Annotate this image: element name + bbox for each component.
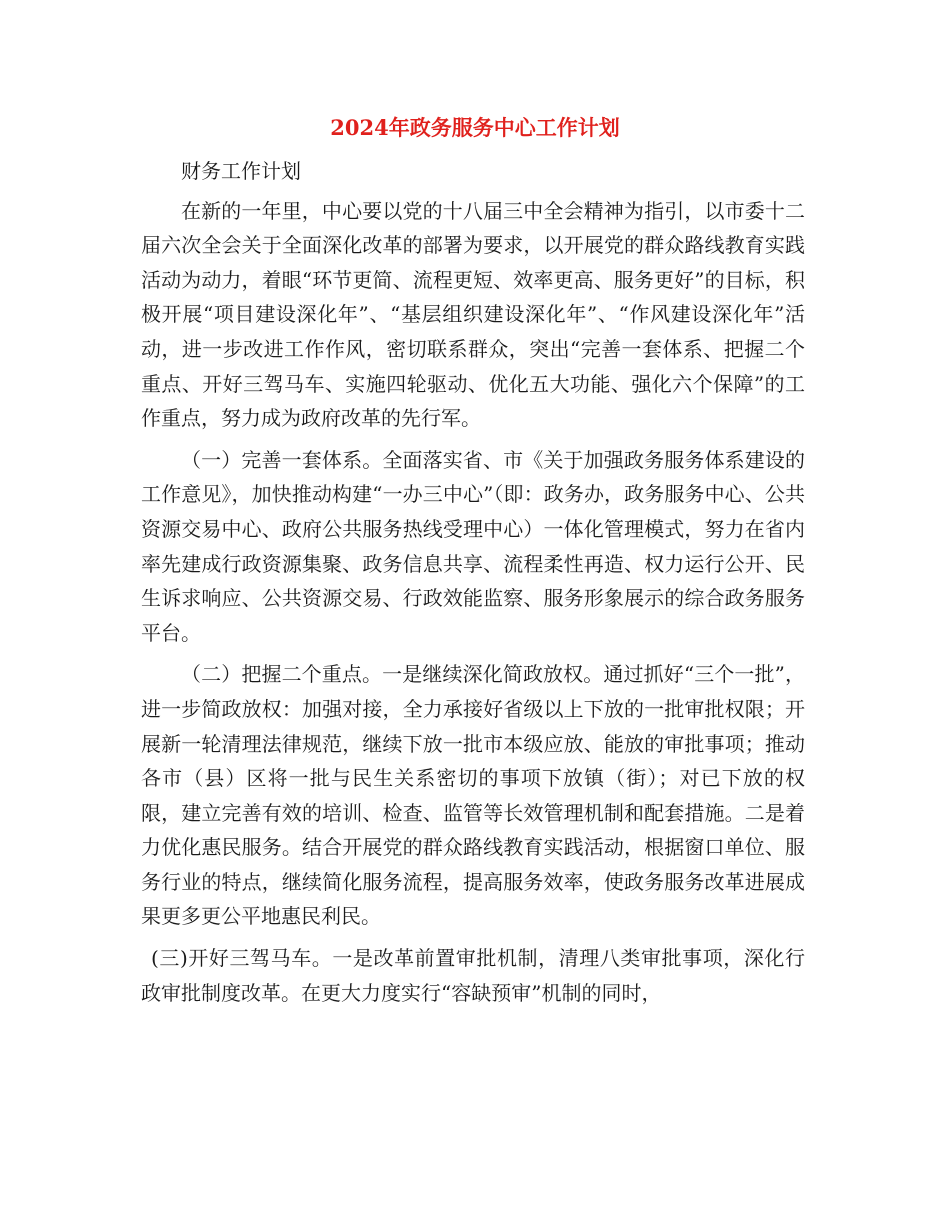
document-body (141, 154, 805, 1010)
paragraph-section-1: （一）完善一套体系。全面落实省、市《关于加强政务服务体系建设的工作意见》，加快推动构建“一办三中心”（即：政务办，政务服务中心、公共资源交易中心、政府公共服务热线受理中心）一体化管理模式，努力在省内率先建成行政资源集聚、政务信息共享、流程柔性再造、权力运行公开、民生诉求响应、公共资源交易、行政效能监察、服务形象展示的综合政务服务平台。 (141, 447, 805, 645)
paragraph-section-3: (三)开好三驾马车。一是改革前置审批机制，清理八类审批事项，深化行政审批制度改革。在更大力度实行“容缺预审”机制的同时， (141, 946, 805, 1005)
paragraph-subtitle: 财务工作计划 (181, 159, 301, 183)
paragraph-intro: 在新的一年里，中心要以党的十八届三中全会精神为指引，以市委十二届六次全会关于全面深化改革的部署为要求，以开展党的群众路线教育实践活动为动力，着眼“环节更简、流程更短、效率更高、服务更好”的目标，积极开展“项目建设深化年”、“基层组织建设深化年”、“作风建设深化年”活动，进一步改进工作作风，密切联系群众，突出“完善一套体系、把握二个重点、开好三驾马车、实施四轮驱动、优化五大功能、强化六个保障”的工作重点，努力成为政府改革的先行军。 (141, 198, 805, 431)
document-title: 2024年政务服务中心工作计划 (330, 115, 620, 140)
paragraph-section-2: （二）把握二个重点。一是继续深化简政放权。通过抓好“三个一批”，进一步简政放权：加强对接，全力承接好省级以上下放的一批审批权限；开展新一轮清理法律规范，继续下放一批市本级应放、能放的审批事项；推动各市（县）区将一批与民生关系密切的事项下放镇（街）；对已下放的权限，建立完善有效的培训、检查、监管等长效管理机制和配套措施。二是着力优化惠民服务。结合开展党的群众路线教育实践活动，根据窗口单位、服务行业的特点，继续简化服务流程，提高服务效率，使政务服务改革进展成果更多更公平地惠民利民。 (141, 662, 805, 929)
